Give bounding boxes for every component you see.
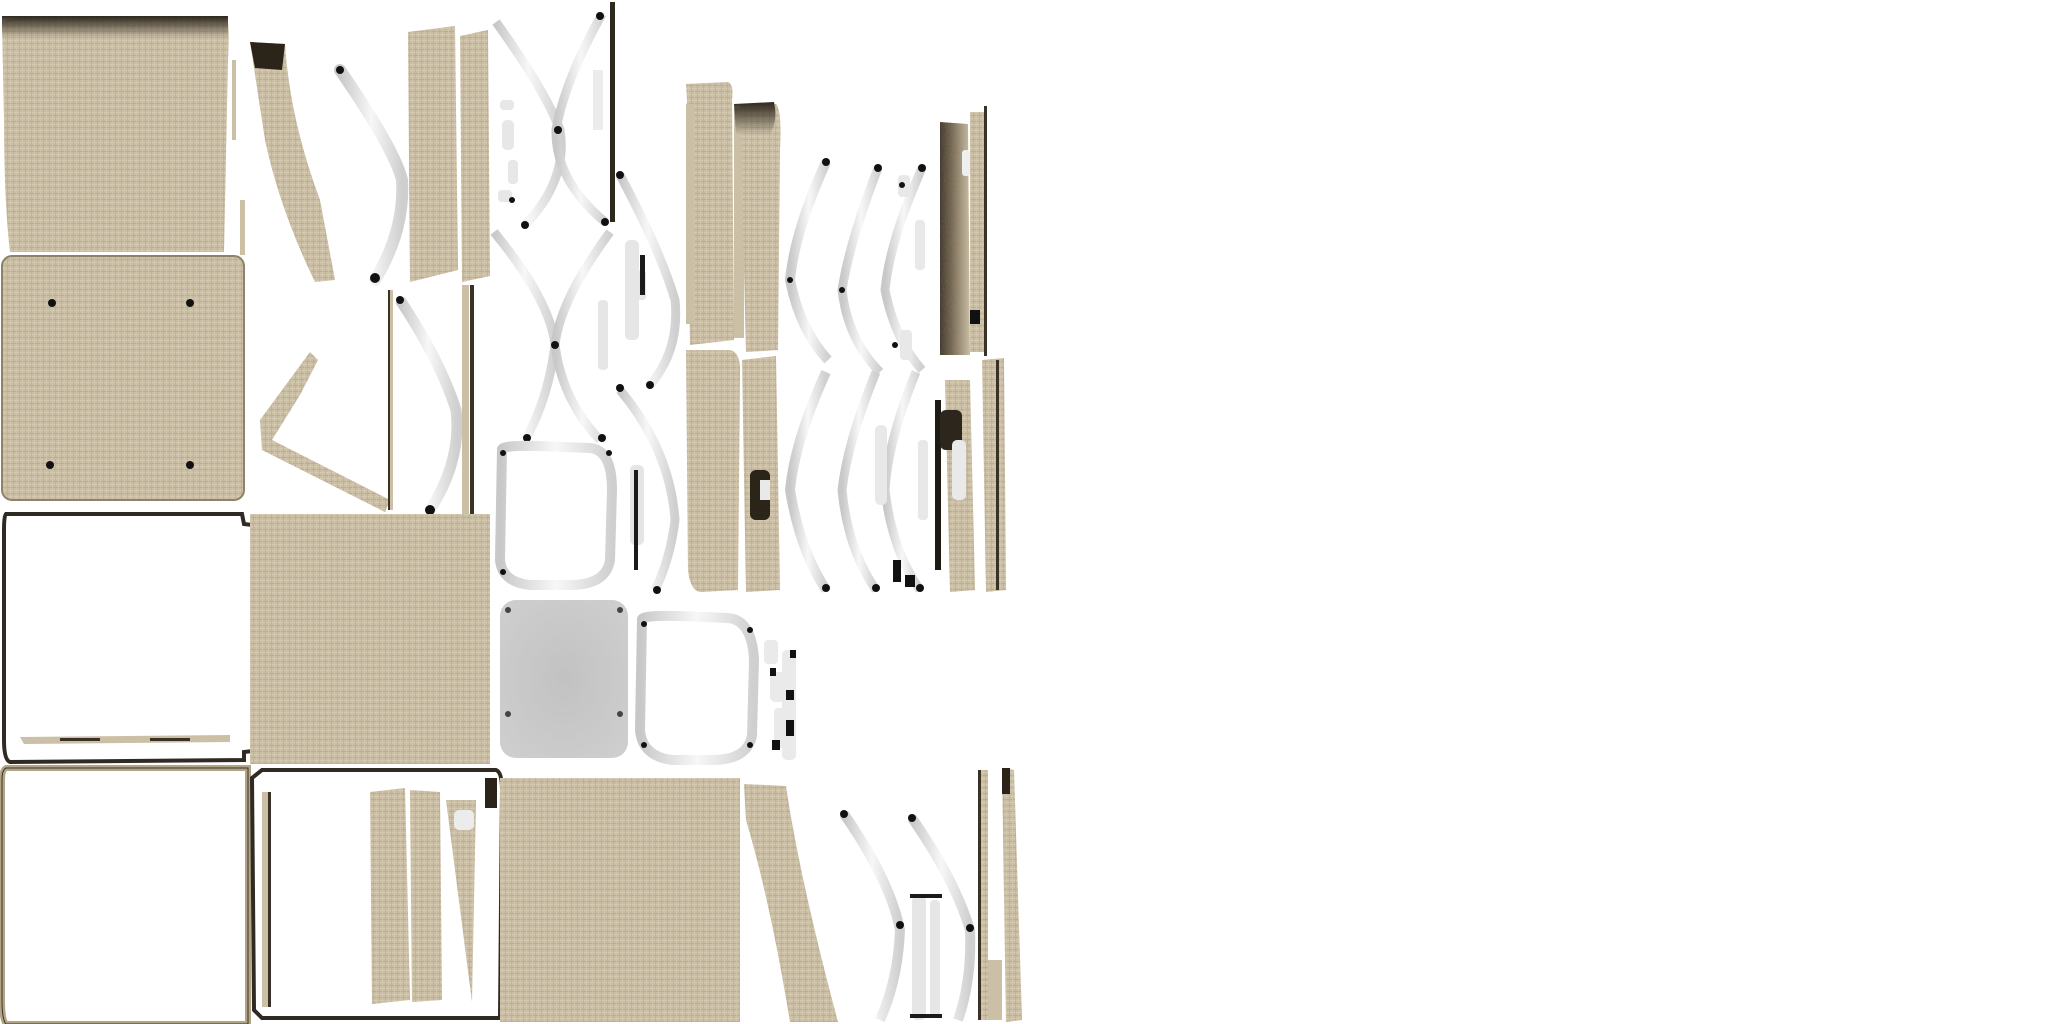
white-tube-group-right [787, 158, 928, 592]
white-tube-group-bottom [840, 810, 974, 1020]
small-parts-cluster [764, 640, 796, 760]
ring-tube-left [500, 446, 612, 585]
linen-slanted-strip-bottom [744, 784, 838, 1022]
linen-frame-seat-upper [686, 82, 781, 352]
small-tube-pieces [616, 384, 675, 594]
linen-patch-seat [2, 256, 244, 500]
crossing-tubes-mid [494, 171, 676, 442]
thin-strip-left [232, 60, 245, 255]
white-tube-group-mid [396, 285, 474, 515]
gray-rounded-panel [500, 600, 628, 758]
linen-curved-strip [250, 42, 335, 282]
linen-l-arm [260, 290, 393, 512]
linen-patch-top-left [2, 16, 229, 252]
linen-square-bottom [500, 778, 740, 1022]
linen-square-middle [250, 514, 490, 764]
linen-shaded-strips-right [935, 106, 1006, 592]
outlined-frame-panel-middle [4, 514, 262, 762]
outlined-frame-panel-bottom-left [2, 768, 248, 1024]
white-tube-group-top [336, 66, 402, 283]
ring-tube-right [640, 616, 754, 760]
outlined-frame-panel-bottom-mid [252, 770, 502, 1018]
crossing-tubes-top [496, 2, 615, 229]
linen-frame-seat-lower [686, 350, 780, 592]
linen-tall-strips [408, 26, 490, 282]
linen-strips-bottom-right [978, 768, 1022, 1022]
